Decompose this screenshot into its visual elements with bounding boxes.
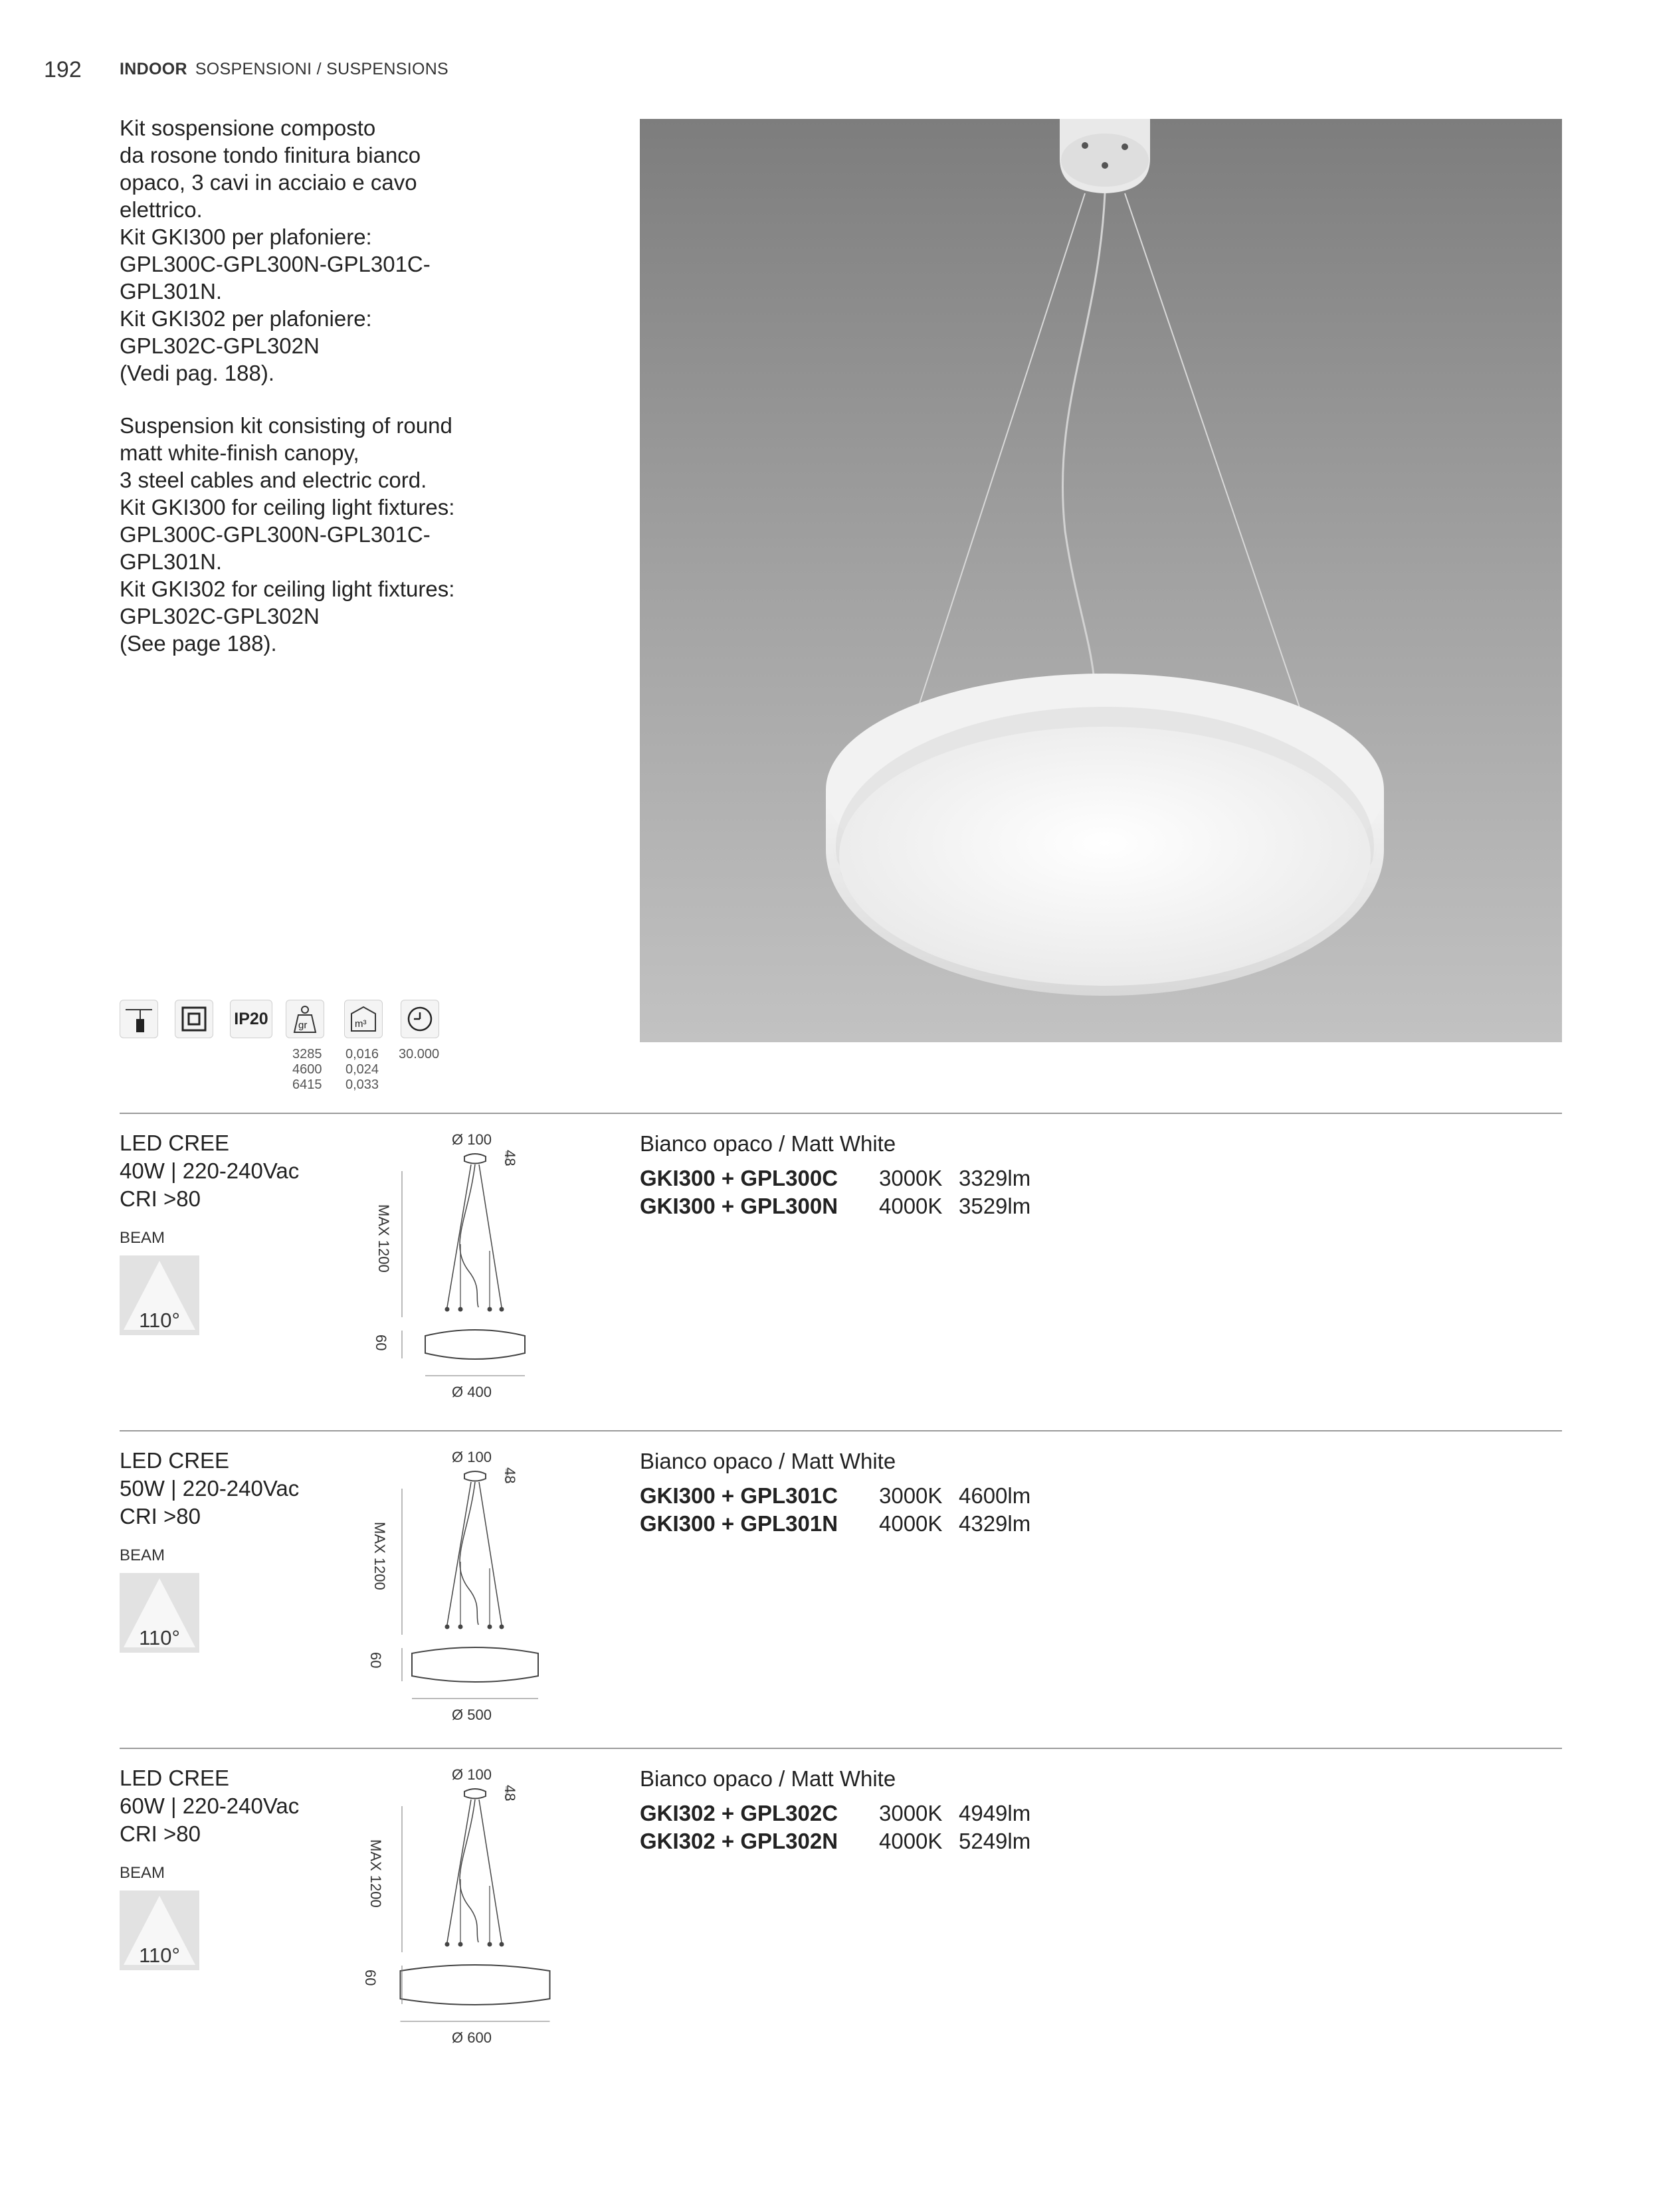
product-code: GKI302 + GPL302N — [640, 1829, 838, 1853]
product-code: GKI300 + GPL300N — [640, 1194, 838, 1218]
header-section: INDOOR — [120, 60, 187, 78]
luminous-flux: 4329lm — [959, 1511, 1031, 1536]
cable-terminal — [500, 1625, 504, 1629]
body-height-label: 60 — [373, 1335, 389, 1351]
product-line — [640, 1482, 1030, 1510]
page-number: 192 — [44, 57, 82, 82]
pendant-mount-icon — [120, 1000, 158, 1038]
spec-line: 60W | 220-240Vac — [120, 1794, 300, 1818]
cable-terminal — [458, 1307, 463, 1312]
max-length-label: MAX 1200 — [371, 1522, 388, 1590]
drawing-shape — [412, 1647, 538, 1682]
spec-line: CRI >80 — [120, 1186, 201, 1211]
color-temperature: 4000K — [879, 1194, 943, 1218]
luminous-flux: 3529lm — [959, 1194, 1031, 1218]
finish-label: Bianco opaco / Matt White — [640, 1766, 896, 1791]
led-spec — [120, 1129, 299, 1213]
svg-text:gr: gr — [298, 1020, 308, 1031]
desc-line: Kit GKI302 for ceiling light fixtures: — [120, 577, 455, 601]
luminous-flux: 4600lm — [959, 1483, 1031, 1508]
drawing-line — [447, 1799, 471, 1942]
beam-angle-icon — [120, 1573, 199, 1653]
cable-terminal — [500, 1307, 504, 1312]
luminous-flux: 3329lm — [959, 1166, 1031, 1190]
desc-line: Kit GKI302 per plafoniere: — [120, 306, 372, 331]
body-diameter-label: Ø 400 — [452, 1384, 492, 1400]
desc-line: Kit GKI300 per plafoniere: — [120, 225, 372, 249]
beam-angle-icon — [120, 1255, 199, 1335]
max-length-label: MAX 1200 — [367, 1839, 384, 1908]
color-temperature: 4000K — [879, 1829, 943, 1853]
drawing-line — [479, 1164, 502, 1307]
desc-line: GPL302C-GPL302N — [120, 604, 320, 628]
weight-value: 6415 — [292, 1077, 322, 1092]
beam-angle-value: 110° — [139, 1626, 180, 1649]
weight-value: 4600 — [292, 1062, 322, 1077]
spec-line: 50W | 220-240Vac — [120, 1476, 300, 1501]
desc-line: Kit GKI300 for ceiling light fixtures: — [120, 495, 455, 519]
lifetime-value: 30.000 — [399, 1047, 440, 1061]
led-spec — [120, 1764, 299, 1848]
canopy-height-label: 48 — [502, 1467, 518, 1484]
drawing-shape — [460, 1164, 478, 1307]
desc-line: (Vedi pag. 188). — [120, 361, 274, 385]
drawing-shape — [464, 1471, 486, 1481]
description-italian — [120, 114, 465, 387]
dimension-drawing — [365, 1766, 565, 2052]
product-code: GKI300 + GPL300C — [640, 1166, 838, 1190]
beam-label: BEAM — [120, 1546, 165, 1564]
product-photo — [640, 119, 1562, 1042]
body-diameter-label: Ø 500 — [452, 1706, 492, 1723]
drawing-shape — [464, 1154, 486, 1164]
spec-line: 40W | 220-240Vac — [120, 1158, 300, 1183]
desc-line: opaco, 3 cavi in acciaio e cavo — [120, 170, 417, 195]
cable-terminal — [500, 1942, 504, 1947]
header-category: SOSPENSIONI / SUSPENSIONS — [195, 60, 449, 78]
color-temperature: 3000K — [879, 1483, 943, 1508]
product-code: GKI302 + GPL302C — [640, 1801, 838, 1825]
lifetime-values — [399, 1047, 439, 1062]
drawing-line — [447, 1482, 471, 1625]
luminous-flux: 4949lm — [959, 1801, 1031, 1825]
beam-label: BEAM — [120, 1229, 165, 1247]
canopy-height-label: 48 — [502, 1785, 518, 1801]
body-diameter-label: Ø 600 — [452, 2029, 492, 2046]
desc-line: GPL300C-GPL300N-GPL301C- — [120, 522, 431, 547]
spec-line: LED CREE — [120, 1448, 230, 1473]
led-spec — [120, 1447, 299, 1530]
desc-line: GPL301N. — [120, 549, 223, 574]
color-temperature: 4000K — [879, 1511, 943, 1536]
product-code: GKI300 + GPL301N — [640, 1511, 838, 1536]
desc-line: 3 steel cables and electric cord. — [120, 468, 427, 492]
desc-line: elettrico. — [120, 197, 203, 222]
product-line — [640, 1827, 1030, 1855]
desc-line: matt white-finish canopy, — [120, 440, 359, 465]
cable-terminal — [488, 1307, 492, 1312]
spec-line: CRI >80 — [120, 1504, 201, 1528]
technical-drawing — [365, 1449, 565, 1734]
spec-line: LED CREE — [120, 1766, 230, 1790]
lifetime-clock-icon — [401, 1000, 439, 1038]
cable-terminal — [458, 1625, 463, 1629]
row-divider — [120, 1113, 1562, 1114]
volume-value: 0,033 — [345, 1077, 379, 1092]
volume-value: 0,016 — [345, 1047, 379, 1061]
product-code: GKI300 + GPL301C — [640, 1483, 838, 1508]
drawing-line — [447, 1164, 471, 1307]
page-header — [120, 60, 448, 79]
cable-terminal — [445, 1942, 450, 1947]
cable-terminal — [458, 1942, 463, 1947]
cable-terminal — [488, 1625, 492, 1629]
product-line — [640, 1799, 1030, 1827]
product-line — [640, 1164, 1030, 1192]
desc-line: da rosone tondo finitura bianco — [120, 143, 421, 167]
finish-label: Bianco opaco / Matt White — [640, 1449, 896, 1473]
beam-angle-icon — [120, 1890, 199, 1970]
volume-value: 0,024 — [345, 1062, 379, 1077]
spec-line: LED CREE — [120, 1131, 230, 1155]
technical-drawing — [365, 1131, 565, 1417]
weight-values — [292, 1047, 322, 1093]
desc-line: Kit sospensione composto — [120, 116, 376, 140]
drawing-shape — [401, 1965, 550, 2005]
max-length-label: MAX 1200 — [375, 1204, 392, 1273]
finish-label: Bianco opaco / Matt White — [640, 1131, 896, 1156]
class-ii-insulation-icon — [175, 1000, 213, 1038]
spec-line: CRI >80 — [120, 1821, 201, 1846]
cable-terminal — [445, 1625, 450, 1629]
drawing-shape — [464, 1789, 486, 1799]
beam-label: BEAM — [120, 1864, 165, 1882]
svg-text:m³: m³ — [355, 1018, 367, 1030]
beam-angle-value: 110° — [139, 1309, 180, 1332]
dimension-drawing — [365, 1131, 565, 1417]
luminous-flux: 5249lm — [959, 1829, 1031, 1853]
technical-drawing — [362, 1766, 565, 2052]
drawing-shape — [460, 1799, 478, 1942]
beam-angle-value: 110° — [139, 1944, 180, 1967]
row-divider — [120, 1748, 1562, 1749]
product-line — [640, 1510, 1030, 1538]
volume-m3-icon — [344, 1000, 383, 1038]
desc-line: (See page 188). — [120, 631, 277, 656]
cable-terminal — [488, 1942, 492, 1947]
canopy-diameter-label: Ø 100 — [452, 1449, 492, 1465]
drawing-shape — [460, 1482, 478, 1625]
canopy-diameter-label: Ø 100 — [452, 1766, 492, 1783]
desc-line: GPL302C-GPL302N — [120, 333, 320, 358]
ip20-rating: IP20 — [230, 1000, 272, 1038]
drawing-shape — [425, 1330, 525, 1359]
canopy-height-label: 48 — [502, 1150, 518, 1166]
product-line — [640, 1192, 1030, 1220]
drawing-line — [479, 1799, 502, 1942]
desc-line: GPL301N. — [120, 279, 223, 304]
desc-line: GPL300C-GPL300N-GPL301C- — [120, 252, 431, 276]
row-divider — [120, 1430, 1562, 1431]
desc-line: Suspension kit consisting of round — [120, 413, 452, 438]
body-height-label: 60 — [362, 1970, 379, 1986]
dimension-drawing — [365, 1449, 565, 1734]
volume-values — [345, 1047, 379, 1093]
weight-gr-icon — [286, 1000, 324, 1038]
weight-value: 3285 — [292, 1047, 322, 1061]
body-height-label: 60 — [367, 1652, 384, 1669]
color-temperature: 3000K — [879, 1166, 943, 1190]
description-english — [120, 412, 465, 657]
cable-terminal — [445, 1307, 450, 1312]
color-temperature: 3000K — [879, 1801, 943, 1825]
canopy-diameter-label: Ø 100 — [452, 1131, 492, 1148]
drawing-line — [479, 1482, 502, 1625]
